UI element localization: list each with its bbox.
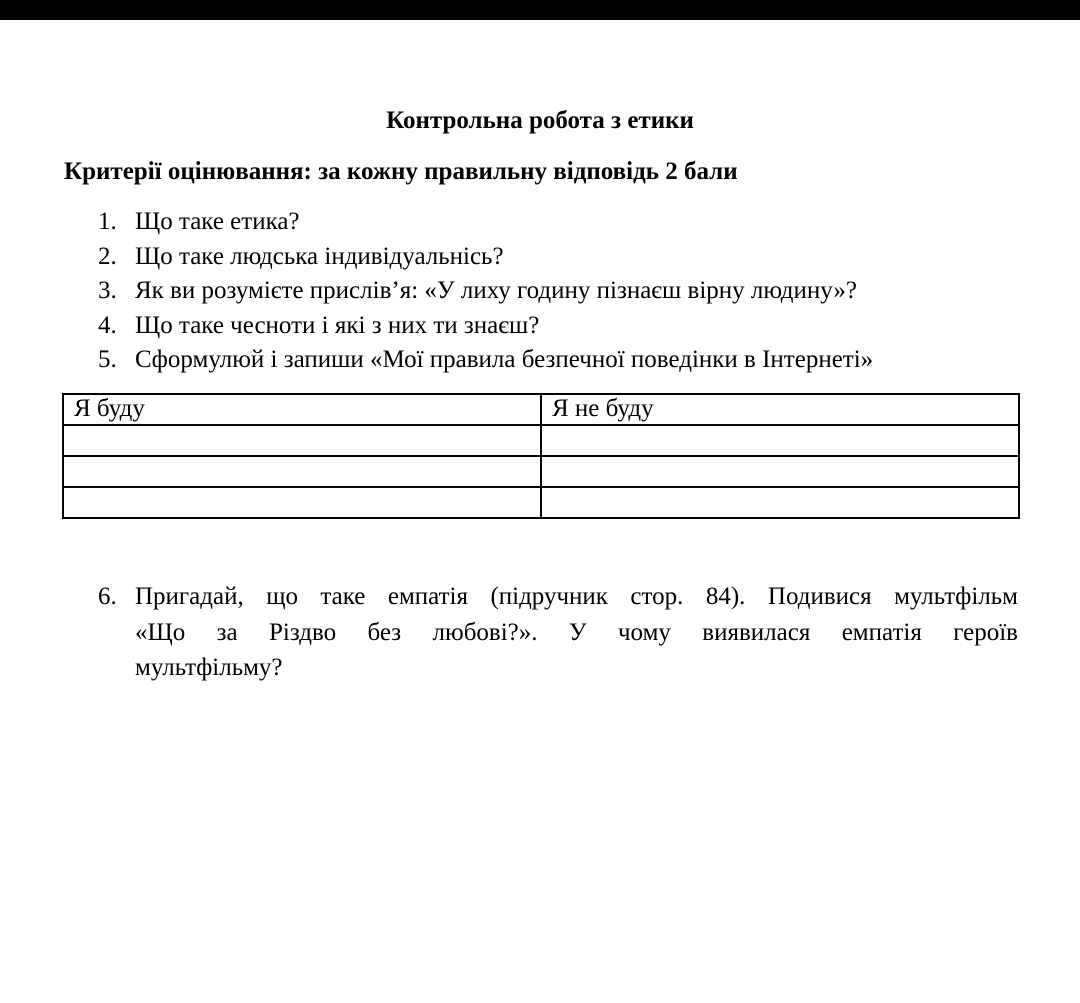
header-will-not-do: Я не буду xyxy=(541,394,1019,425)
question-text-line: Пригадай, що таке емпатія (підручник стор. 84). Подивися мультфільм xyxy=(135,583,1018,610)
grading-criteria: Критерії оцінювання: за кожну правильну відповідь 2 бали xyxy=(64,158,738,185)
question-number: 6. xyxy=(98,583,117,610)
question-text xyxy=(135,579,1018,686)
header-will-do: Я буду xyxy=(63,394,541,425)
table-row xyxy=(63,456,1019,487)
question-text: Що таке чесноти і які з них ти знаєш? xyxy=(135,311,540,339)
question-text: Що таке етика? xyxy=(135,208,300,235)
table-row xyxy=(63,487,1019,518)
top-bar xyxy=(0,0,1080,20)
table-header-row xyxy=(63,394,1019,425)
question-text: Як ви розумієте прислів’я: «У лиху годину пізнаєш вірну людину»? xyxy=(135,277,857,304)
question-number: 5. xyxy=(98,346,117,373)
question-number: 3. xyxy=(98,277,117,304)
rules-table xyxy=(62,393,1020,519)
question-text: Що таке людська індивідуальнісь? xyxy=(135,242,504,270)
table-cell[interactable] xyxy=(541,456,1019,487)
page-title: Контрольна робота з етики xyxy=(386,107,694,134)
table-row xyxy=(63,425,1019,456)
table-cell[interactable] xyxy=(541,487,1019,518)
question-number: 1. xyxy=(98,208,117,235)
table-cell[interactable] xyxy=(63,425,541,456)
question-number: 4. xyxy=(98,311,117,339)
table-cell[interactable] xyxy=(63,456,541,487)
question-text-line: мультфільму? xyxy=(135,654,283,681)
question-text-line: «Що за Різдво без любові?». У чому виявилася емпатія героїв xyxy=(135,618,1018,646)
question-text: Сформулюй і запиши «Мої правила безпечної поведінки в Інтернеті» xyxy=(135,346,874,373)
table-cell[interactable] xyxy=(63,487,541,518)
table-cell[interactable] xyxy=(541,425,1019,456)
question-number: 2. xyxy=(98,242,117,270)
